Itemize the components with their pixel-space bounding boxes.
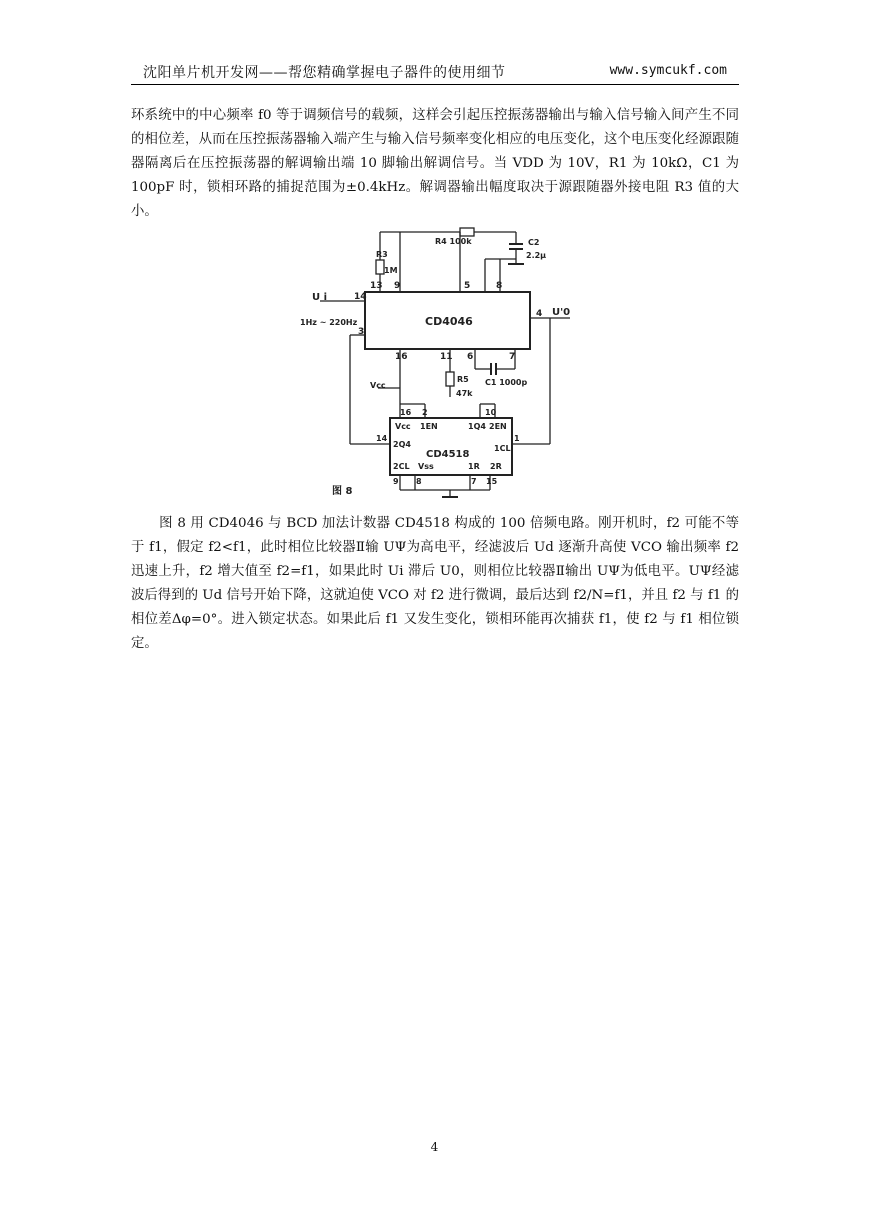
ic1-pin13: 13 [370, 281, 383, 291]
figure-caption: 图 8 [332, 486, 353, 497]
ic2-pin1: 1 [514, 434, 520, 443]
header-url: www.symcukf.com [609, 63, 727, 78]
ic2-2cl: 2CL [393, 462, 410, 471]
ic1-pin3: 3 [358, 327, 365, 337]
ic1-pin14: 14 [354, 292, 367, 302]
ic1-pin5: 5 [464, 281, 471, 291]
ic2-pin15: 15 [486, 477, 498, 486]
ic1-pin11: 11 [440, 352, 453, 362]
paragraph-2: 图 8 用 CD4046 与 BCD 加法计数器 CD4518 构成的 100 倍频电路。刚开机时，f2 可能不等于 f1，假定 f2<f1，此时相位比较器Ⅱ输 UΨ为高电平，经滤波后 Ud 逐渐升高使 VCO 输出频率 f2 迅速上升，f2 增大值至 f2=f1，如果此时 Ui 滞后 U0，则相位比较器Ⅱ输出 UΨ为低电平。UΨ经滤波后得到的 Ud 信号开始下降，这就迫使 VCO 对 f2 进行微调，最后达到 f2/N=f1，并且 f2 与 f1 的相位差Δφ=0°。进入锁定状态。如果此后 f1 又发生变化，锁相环能再次捕获 f1，使 f2 与 f1 相位锁定。 [131, 516, 739, 651]
c1-label: C1 1000p [485, 378, 528, 387]
c2-value: 2.2μ [526, 251, 547, 260]
circuit-figure [290, 222, 590, 507]
paragraph-1: 环系统中的中心频率 f0 等于调频信号的载频，这样会引起压控振荡器输出与输入信号输入间产生不同的相位差，从而在压控振荡器输入端产生与输入信号频率变化相应的电压变化，这个电压变化经源跟随器隔离后在压控振荡器的解调输出端 10 脚输出解调信号。当 VDD 为 10V，R1 为 10kΩ，C1 为 100pF 时，锁相环路的捕捉范围为±0.4kHz。解调器输出幅度取决于源跟随器外接电阻 R3 值的大小。 [131, 108, 739, 219]
header-site-title: 沈阳单片机开发网——帮您精确掌握电子器件的使用细节 [143, 65, 506, 81]
ic2-pin2: 2 [422, 408, 428, 417]
uo-label: U'0 [552, 307, 571, 318]
ic1-pin6: 6 [467, 352, 474, 362]
ic1-pin7: 7 [509, 352, 516, 362]
ic2-1en: 1EN [420, 422, 438, 431]
ic2-vss: Vss [418, 462, 434, 471]
page-number: 4 [430, 1140, 439, 1154]
ic2-vcc: Vcc [395, 422, 411, 431]
ic1-pin4: 4 [536, 309, 543, 319]
r5-value: 47k [456, 389, 473, 398]
ic2-pin8: 8 [416, 477, 422, 486]
ic2-pin10: 10 [485, 408, 497, 417]
ic2-pin9: 9 [393, 477, 399, 486]
input-range-label: 1Hz ~ 220Hz [300, 318, 358, 327]
ic2-pin16: 16 [400, 408, 412, 417]
r3-value: 1M [384, 266, 398, 275]
ic2-1r: 1R [468, 462, 480, 471]
ic2-1cl: 1CL [494, 444, 511, 453]
r4-label: R4 100k [435, 237, 472, 246]
ic2-2r: 2R [490, 462, 502, 471]
r5-label: R5 [457, 375, 469, 384]
ic1-pin9: 9 [394, 281, 401, 291]
c2-label: C2 [528, 238, 540, 247]
ic2-pin7: 7 [471, 477, 477, 486]
ic2-2q4: 2Q4 [393, 440, 411, 449]
page-header [131, 60, 739, 85]
ic2-pin14: 14 [376, 434, 388, 443]
r3-label: R3 [376, 250, 388, 259]
ic1-pin8: 8 [496, 281, 503, 291]
ic1-name: CD4046 [425, 315, 473, 328]
ic2-1q4: 1Q4 [468, 422, 486, 431]
vcc-label: Vcc [370, 381, 386, 390]
circuit-diagram [290, 222, 590, 507]
ui-label: U i [312, 292, 328, 303]
ic2-name: CD4518 [426, 449, 470, 460]
ic2-2en: 2EN [489, 422, 507, 431]
ic1-pin16: 16 [395, 352, 408, 362]
